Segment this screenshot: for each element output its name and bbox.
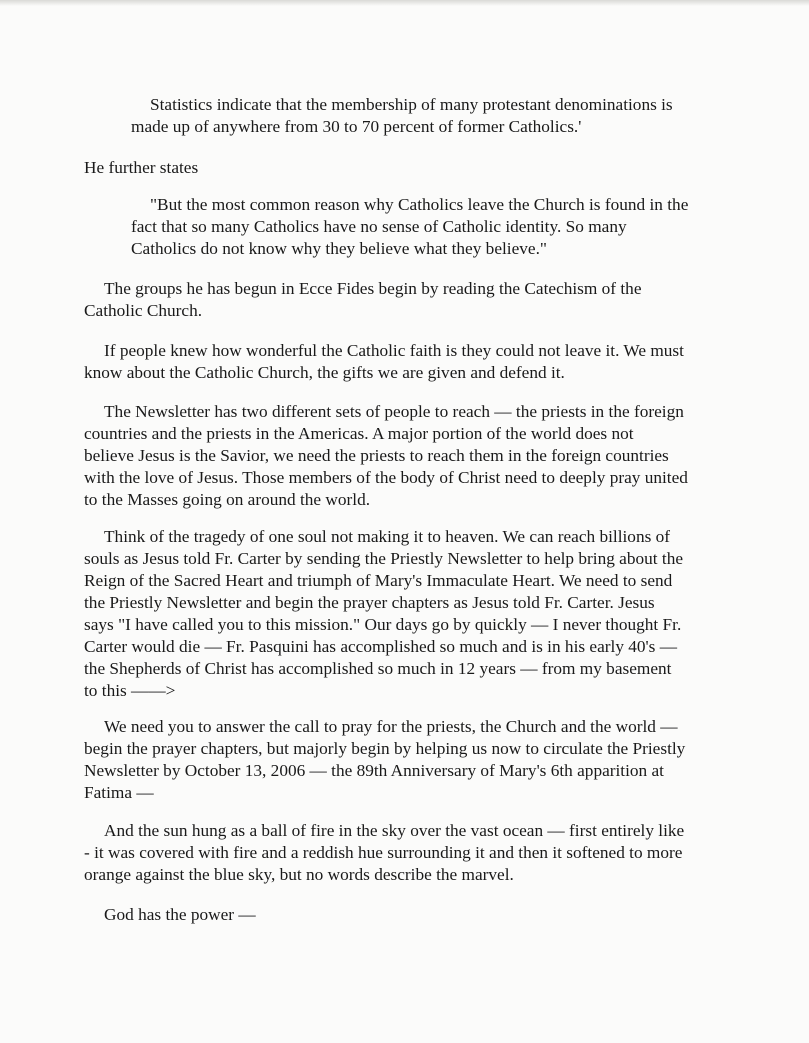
- scan-edge: [0, 0, 809, 6]
- text-line: begin the prayer chapters, but majorly begin by helping us now to circulate the Priestly: [84, 739, 686, 758]
- text-line: the Priestly Newsletter and begin the prayer chapters as Jesus told Fr. Carter. Jesus: [84, 593, 655, 612]
- text-line: to the Masses going on around the world.: [84, 490, 371, 509]
- text-line: Fatima —: [84, 783, 154, 802]
- quote-line: fact that so many Catholics have no sense of Catholic identity. So many: [131, 217, 627, 236]
- text-line: know about the Catholic Church, the gifts we are given and defend it.: [84, 363, 565, 382]
- text-line: The Newsletter has two different sets of people to reach — the priests in the foreign: [104, 402, 684, 421]
- text-line: We need you to answer the call to pray for the priests, the Church and the world —: [104, 717, 678, 736]
- text-line: to this ——>: [84, 681, 176, 700]
- text-line: with the love of Jesus. Those members of the body of Christ need to deeply pray united: [84, 468, 688, 487]
- text-line: the Shepherds of Christ has accomplished so much in 12 years — from my basement: [84, 659, 672, 678]
- text-line: orange against the blue sky, but no words describe the marvel.: [84, 865, 514, 884]
- quote-line: made up of anywhere from 30 to 70 percent of former Catholics.': [131, 117, 582, 136]
- text-line: - it was covered with fire and a reddish hue surrounding it and then it softened to more: [84, 843, 683, 862]
- paragraph-closing: God has the power —: [104, 905, 256, 924]
- text-line: countries and the priests in the Americas. A major portion of the world does not: [84, 424, 634, 443]
- text-line: And the sun hung as a ball of fire in the sky over the vast ocean — first entirely like: [104, 821, 685, 840]
- text-line: souls as Jesus told Fr. Carter by sending the Priestly Newsletter to help bring about the: [84, 549, 684, 568]
- text-line: says "I have called you to this mission." Our days go by quickly — I never thought Fr.: [84, 615, 682, 634]
- text-line: Think of the tragedy of one soul not making it to heaven. We can reach billions of: [104, 527, 671, 546]
- text-line: Reign of the Sacred Heart and triumph of Mary's Immaculate Heart. We need to send: [84, 571, 673, 590]
- text-line: Catholic Church.: [84, 301, 203, 320]
- text-line: If people knew how wonderful the Catholic faith is they could not leave it. We must: [104, 341, 684, 360]
- text-line: Newsletter by October 13, 2006 — the 89th Anniversary of Mary's 6th apparition at: [84, 761, 664, 780]
- quote-line: Statistics indicate that the membership of many protestant denominations is: [150, 95, 673, 114]
- quote-line: "But the most common reason why Catholics leave the Church is found in the: [150, 195, 689, 214]
- text-line: Carter would die — Fr. Pasquini has accomplished so much and is in his early 40's —: [84, 637, 677, 656]
- quote-line: Catholics do not know why they believe what they believe.": [131, 239, 547, 258]
- paragraph-intro: He further states: [84, 158, 199, 177]
- text-line: The groups he has begun in Ecce Fides begin by reading the Catechism of the: [104, 279, 642, 298]
- text-line: believe Jesus is the Savior, we need the priests to reach them in the foreign countries: [84, 446, 669, 465]
